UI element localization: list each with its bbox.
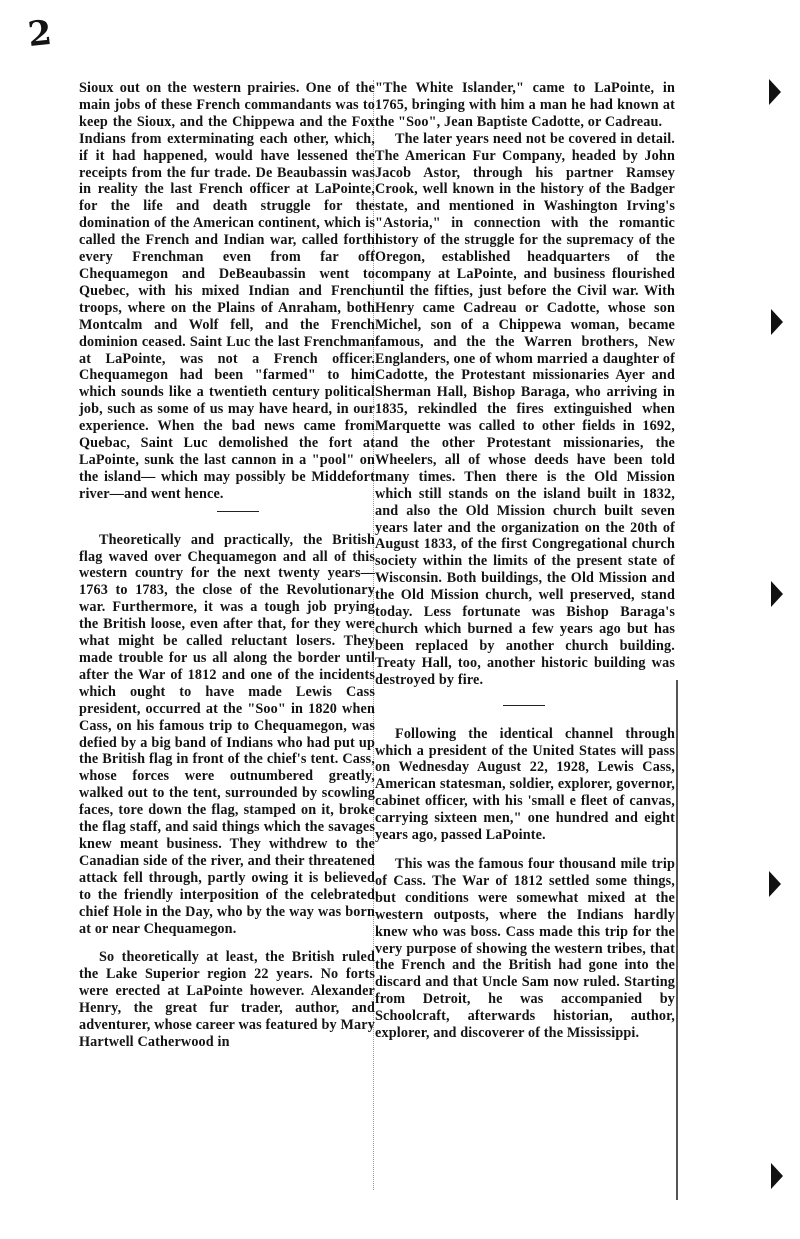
- right-paragraph-2: The later years need not be covered in detail. The American Fur Company, headed by John Jacob Astor, through his partner Ramsey Crook, well known in the history of the Badger state, and mentioned in Washington Irving's "Astoria," in connection with the romantic history of the struggle for the supremacy of the Oregon, established headquarters of the company at LaPointe, and business flourished until the fifties, just before the Civil war. With Henry came Cadreau or Cadotte, whose son Michel, son of a Chippewa woman, became famous, and the the Warren brothers, New Englanders, one of whom married a daughter of Cadotte, the Protestant missionaries Ayer and Sherman Hall, Bishop Baraga, who arriving in 1835, rekindled the fires extinguished when Marquette was called to other fields in 1692, and the other Protestant missionaries, the Wheelers, all of whose deeds have been told many times. Then there is the Old Mission which still stands on the island built in 1832, and also the Old Mission church built seven years later and the organization on the 20th of August 1833, of the first Congregational church society within the limits of the present state of Wisconsin. Both buildings, the Old Mission and the Old Mission church, well preserved, stand today. Less fortunate was Bishop Baraga's church which burned a few years ago but has been replaced by another church building. Treaty Hall, too, another historic building was destroyed by fire.: [375, 130, 675, 688]
- arrow-right-mark-icon: [770, 1162, 784, 1190]
- left-paragraph-3: So theoretically at least, the British ruled the Lake Superior region 22 years. No forts were erected at LaPointe however. Alexander Henry, the great fur trader, author, and adventurer, whose career was featured by Mary Hartwell Catherwood in: [79, 949, 375, 1050]
- arrow-right-mark-icon: [768, 78, 782, 106]
- left-column: [79, 80, 375, 1051]
- arrow-right-mark-icon: [768, 870, 782, 898]
- left-paragraph-1: Sioux out on the western prairies. One of the main jobs of these French commandants was to keep the Sioux, and the Chippewa and the Fox Indians from exterminating each other, which, if it had happened, would have lessened the receipts from the fur trade. De Beaubassin was in reality the last French officer at LaPointe, for the life and death struggle for the domination of the American continent, which is called the French and Indian war, called forth every Frenchman even from far off Chequamegon and DeBeaubassin went to Quebec, with his mixed Indian and French troops, where on the Plains of Anraham, both Montcalm and Wolf fell, and the French dominion ceased. Saint Luc the last Frenchman at LaPointe, was not a French officer. Chequamegon had been "farmed" to him which sounds like a twentieth century political job, such as some of us may have heard, in our experience. When the bad news came from Quebac, Saint Luc demolished the fort at LaPointe, sunk the last cannon in a "pool" on the island— which may possibly be Middefort river—and went hence.: [79, 80, 375, 502]
- right-paragraph-4: This was the famous four thousand mile trip of Cass. The War of 1812 settled some things, but conditions were somewhat mixed at the western outposts, where the Indians hardly knew who was boss. Cass made this trip for the very purpose of showing the western tribes, that the French and the British had gone into the discard and that Uncle Sam now ruled. Starting from Detroit, he was accompanied by Schoolcraft, afterwards historian, author, explorer, and discoverer of the Mississippi.: [375, 855, 675, 1042]
- section-divider: [217, 511, 259, 512]
- right-column: [375, 80, 675, 1042]
- margin-rule-line: [676, 680, 678, 1200]
- page-number: 2: [25, 12, 54, 56]
- arrow-right-mark-icon: [770, 580, 784, 608]
- section-divider: [503, 705, 545, 706]
- right-paragraph-3: Following the identical channel through which a president of the United States will pass on Wednesday August 22, 1928, Lewis Cass, American statesman, soldier, explorer, governor, cabinet officer, with his 'small e fleet of canvas, carrying sixteen men," one hundred and eight years ago, passed LaPointe.: [375, 725, 675, 844]
- left-paragraph-2: Theoretically and practically, the British flag waved over Chequamegon and all of this western country for the next twenty years—1763 to 1783, the close of the Revolutionary war. Furthermore, it was a tough job prying the British loose, even after that, for they were what might be called reluctant losers. They made trouble for us all along the border until after the War of 1812 and one of the incidents which ought to have made Lewis Cass president, occurred at the "Soo" in 1820 when Cass, on his famous trip to Chequamegon, was defied by a big band of Indians who had put up the British flag in front of the chief's tent. Cass, whose forces were outnumbered greatly, walked out to the tent, surrounded by scowling faces, tore down the flag, stamped on it, broke the flag staff, and said things which the savages knew meant business. They withdrew to the Canadian side of the river, and their threatened attack fell through, partly owing it is believed to the friendly interposition of the celebrated chief Hole in the Day, who by the way was born at or near Chequamegon.: [79, 531, 375, 937]
- arrow-right-mark-icon: [770, 308, 784, 336]
- right-paragraph-1: "The White Islander," came to LaPointe, in 1765, bringing with him a man he had known at the "Soo", Jean Baptiste Cadotte, or Cadreau.: [375, 80, 675, 130]
